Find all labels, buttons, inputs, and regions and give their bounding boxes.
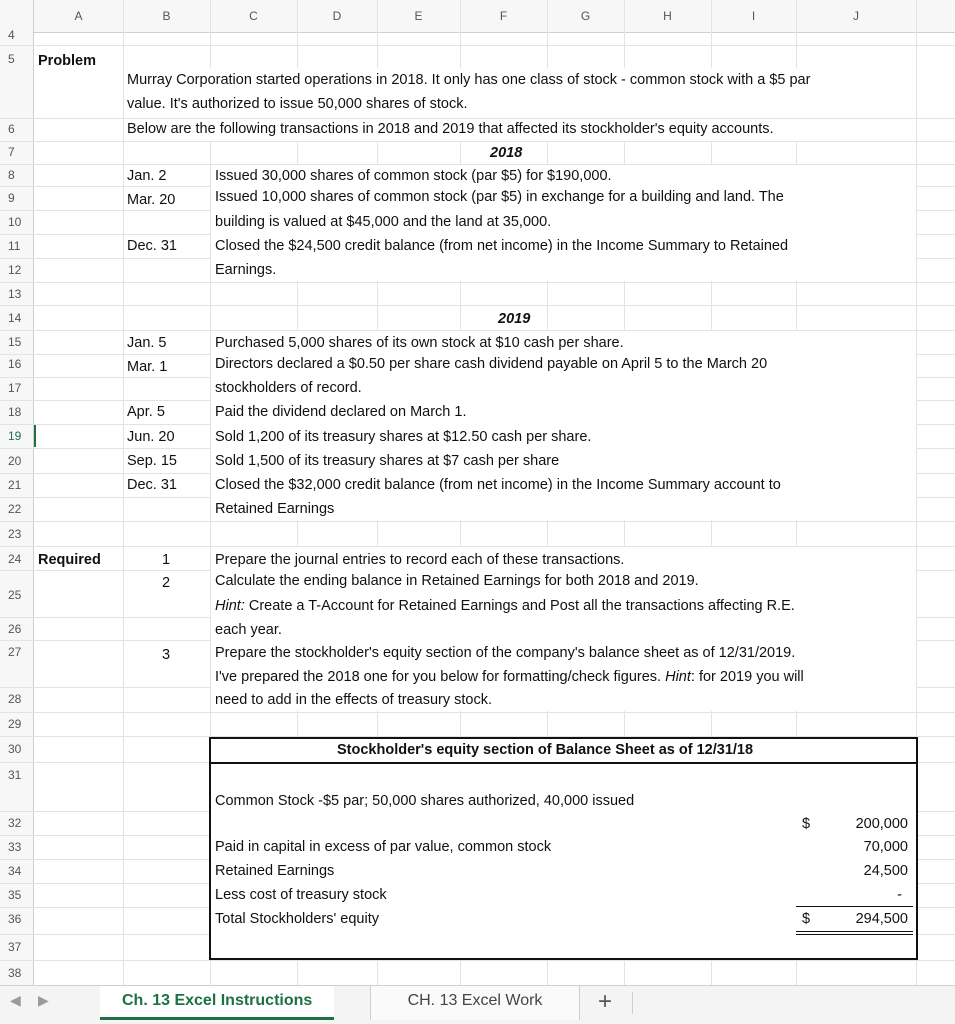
- total-equity-value: 294,500: [855, 911, 908, 927]
- txn-2019-4: Sold 1,200 of its treasury shares at $12.50 cash per share.: [215, 429, 592, 445]
- col-header-i[interactable]: I: [751, 9, 756, 23]
- year-2018-heading: 2018: [490, 145, 523, 161]
- row-header-36[interactable]: 36: [8, 912, 22, 926]
- hint-label-2: Hint: [665, 669, 691, 685]
- required-item-2: Calculate the ending balance in Retained Earnings for both 2018 and 2019.: [215, 573, 699, 589]
- row-header-28[interactable]: 28: [8, 692, 22, 706]
- apic-label: Paid in capital in excess of par value, common stock: [215, 839, 552, 855]
- date-2018-jan2: Jan. 2: [127, 168, 167, 184]
- date-2019-sep15: Sep. 15: [127, 453, 177, 469]
- common-stock-label: Common Stock -$5 par; 50,000 shares authorized, 40,000 issued: [215, 793, 635, 809]
- row-header-18[interactable]: 18: [8, 405, 22, 419]
- row-header-27[interactable]: 27: [8, 645, 22, 659]
- required-item-1: Prepare the journal entries to record each of these transactions.: [215, 552, 625, 568]
- date-2019-mar1: Mar. 1: [127, 359, 168, 375]
- txn-2018-1: Issued 30,000 shares of common stock (par $5) for $190,000.: [215, 168, 612, 184]
- txn-2019-6b: Retained Earnings: [215, 501, 335, 517]
- row-header-32[interactable]: 32: [8, 816, 22, 830]
- txn-2019-1: Purchased 5,000 shares of its own stock at $10 cash per share.: [215, 335, 624, 351]
- row-header-6[interactable]: 6: [8, 122, 15, 136]
- currency-symbol: $: [802, 816, 811, 832]
- txn-2019-2a: Directors declared a $0.50 per share cash dividend payable on April 5 to the March 20: [215, 356, 768, 372]
- txn-2018-2a: Issued 10,000 shares of common stock (par $5) in exchange for a building and land. The: [215, 189, 784, 205]
- hint-label: Hint:: [215, 598, 245, 614]
- col-header-f[interactable]: F: [499, 9, 508, 23]
- sheet-tab-bar: [0, 985, 955, 1024]
- tab-ch13-excel-work[interactable]: CH. 13 Excel Work: [370, 986, 580, 1020]
- problem-intro-line-3: Below are the following transactions in 2018 and 2019 that affected its stockholder's equity accounts.: [127, 121, 774, 137]
- row-header-25[interactable]: 25: [8, 588, 22, 602]
- required-item-3-line3: need to add in the effects of treasury stock.: [215, 692, 493, 708]
- row-header-33[interactable]: 33: [8, 840, 22, 854]
- row-header-9[interactable]: 9: [8, 191, 15, 205]
- selected-row-indicator: [34, 425, 36, 447]
- problem-label: Problem: [38, 53, 97, 69]
- tab-ch13-excel-instructions[interactable]: Ch. 13 Excel Instructions: [100, 986, 334, 1020]
- row-header-10[interactable]: 10: [8, 215, 22, 229]
- treasury-stock-value: -: [897, 887, 902, 903]
- row-header-34[interactable]: 34: [8, 864, 22, 878]
- date-2018-dec31: Dec. 31: [127, 238, 177, 254]
- col-header-j[interactable]: J: [853, 9, 859, 23]
- row-header-24[interactable]: 24: [8, 552, 22, 566]
- date-2019-jun20: Jun. 20: [127, 429, 175, 445]
- txn-2018-3b: Earnings.: [215, 262, 277, 278]
- row-header-4[interactable]: 4: [8, 28, 15, 42]
- row-header-17[interactable]: 17: [8, 381, 22, 395]
- row-header-15[interactable]: 15: [8, 335, 22, 349]
- txn-2019-6a: Closed the $32,000 credit balance (from net income) in the Income Summary account to: [215, 477, 781, 493]
- row-header-26[interactable]: 26: [8, 622, 22, 636]
- txn-2018-2b: building is valued at $45,000 and the land at 35,000.: [215, 214, 552, 230]
- row-header-13[interactable]: 13: [8, 287, 22, 301]
- col-header-c[interactable]: C: [249, 9, 258, 23]
- col-header-e[interactable]: E: [414, 9, 423, 23]
- row-header-21[interactable]: 21: [8, 478, 22, 492]
- required-item-3: Prepare the stockholder's equity section of the company's balance sheet as of 12/31/2019.: [215, 645, 796, 661]
- date-2019-apr5: Apr. 5: [127, 404, 165, 420]
- year-2019-heading: 2019: [498, 311, 531, 327]
- txn-2019-5: Sold 1,500 of its treasury shares at $7 cash per share: [215, 453, 560, 469]
- balance-sheet-title: Stockholder's equity section of Balance Sheet as of 12/31/18: [337, 742, 754, 758]
- row-header-35[interactable]: 35: [8, 888, 22, 902]
- col-header-g[interactable]: G: [580, 9, 591, 23]
- date-2018-mar20: Mar. 20: [127, 192, 176, 208]
- required-number-3: 3: [162, 647, 171, 663]
- row-header-16[interactable]: 16: [8, 357, 22, 371]
- next-sheet-icon[interactable]: ▶: [38, 992, 49, 1008]
- row-header-29[interactable]: 29: [8, 717, 22, 731]
- retained-earnings-value: 24,500: [863, 863, 908, 879]
- row-header-38[interactable]: 38: [8, 966, 22, 980]
- txn-2019-2b: stockholders of record.: [215, 380, 362, 396]
- problem-intro-line-1: Murray Corporation started operations in 2018. It only has one class of stock - common stock with a $5 par: [127, 72, 811, 88]
- hint-text-2: : for 2019 you will: [690, 669, 804, 685]
- currency-symbol-total: $: [802, 911, 811, 927]
- required-item-3-text: I've prepared the 2018 one for you below for formatting/check figures.: [215, 669, 666, 685]
- col-header-a[interactable]: A: [74, 9, 83, 23]
- required-item-2-hint: [215, 596, 795, 616]
- row-header-30[interactable]: 30: [8, 742, 22, 756]
- row-header-5[interactable]: 5: [8, 52, 15, 66]
- row-header-22[interactable]: 22: [8, 502, 22, 516]
- date-2019-jan5: Jan. 5: [127, 335, 167, 351]
- required-item-3-line2: [215, 667, 804, 687]
- col-header-d[interactable]: D: [332, 9, 342, 23]
- row-header-7[interactable]: 7: [8, 145, 15, 159]
- row-header-12[interactable]: 12: [8, 263, 22, 277]
- common-stock-value: 200,000: [855, 816, 908, 832]
- row-header-8[interactable]: 8: [8, 168, 15, 182]
- row-header-31[interactable]: 31: [8, 768, 22, 782]
- row-header-11[interactable]: 11: [8, 239, 21, 253]
- row-header-20[interactable]: 20: [8, 454, 22, 468]
- col-header-h[interactable]: H: [663, 9, 672, 23]
- row-header-19[interactable]: 19: [8, 429, 22, 443]
- date-2019-dec31: Dec. 31: [127, 477, 177, 493]
- row-header-14[interactable]: 14: [8, 311, 22, 325]
- prev-sheet-icon[interactable]: ◀: [10, 992, 21, 1008]
- required-label: Required: [38, 552, 101, 568]
- row-header-23[interactable]: 23: [8, 527, 22, 541]
- row-header-37[interactable]: 37: [8, 940, 22, 954]
- total-equity-label: Total Stockholders' equity: [215, 911, 379, 927]
- required-number-1: 1: [162, 552, 171, 568]
- add-sheet-icon[interactable]: +: [598, 988, 613, 1015]
- txn-2018-3a: Closed the $24,500 credit balance (from net income) in the Income Summary to Retained: [215, 238, 789, 254]
- required-number-2: 2: [162, 575, 171, 591]
- treasury-stock-label: Less cost of treasury stock: [215, 887, 387, 903]
- col-header-b[interactable]: B: [162, 9, 171, 23]
- problem-intro-line-2: value. It's authorized to issue 50,000 shares of stock.: [127, 96, 468, 112]
- required-item-2-cont: each year.: [215, 622, 282, 638]
- apic-value: 70,000: [863, 839, 908, 855]
- txn-2019-3: Paid the dividend declared on March 1.: [215, 404, 467, 420]
- retained-earnings-label: Retained Earnings: [215, 863, 335, 879]
- hint-text: Create a T-Account for Retained Earnings and Post all the transactions affecting R.E.: [244, 598, 795, 614]
